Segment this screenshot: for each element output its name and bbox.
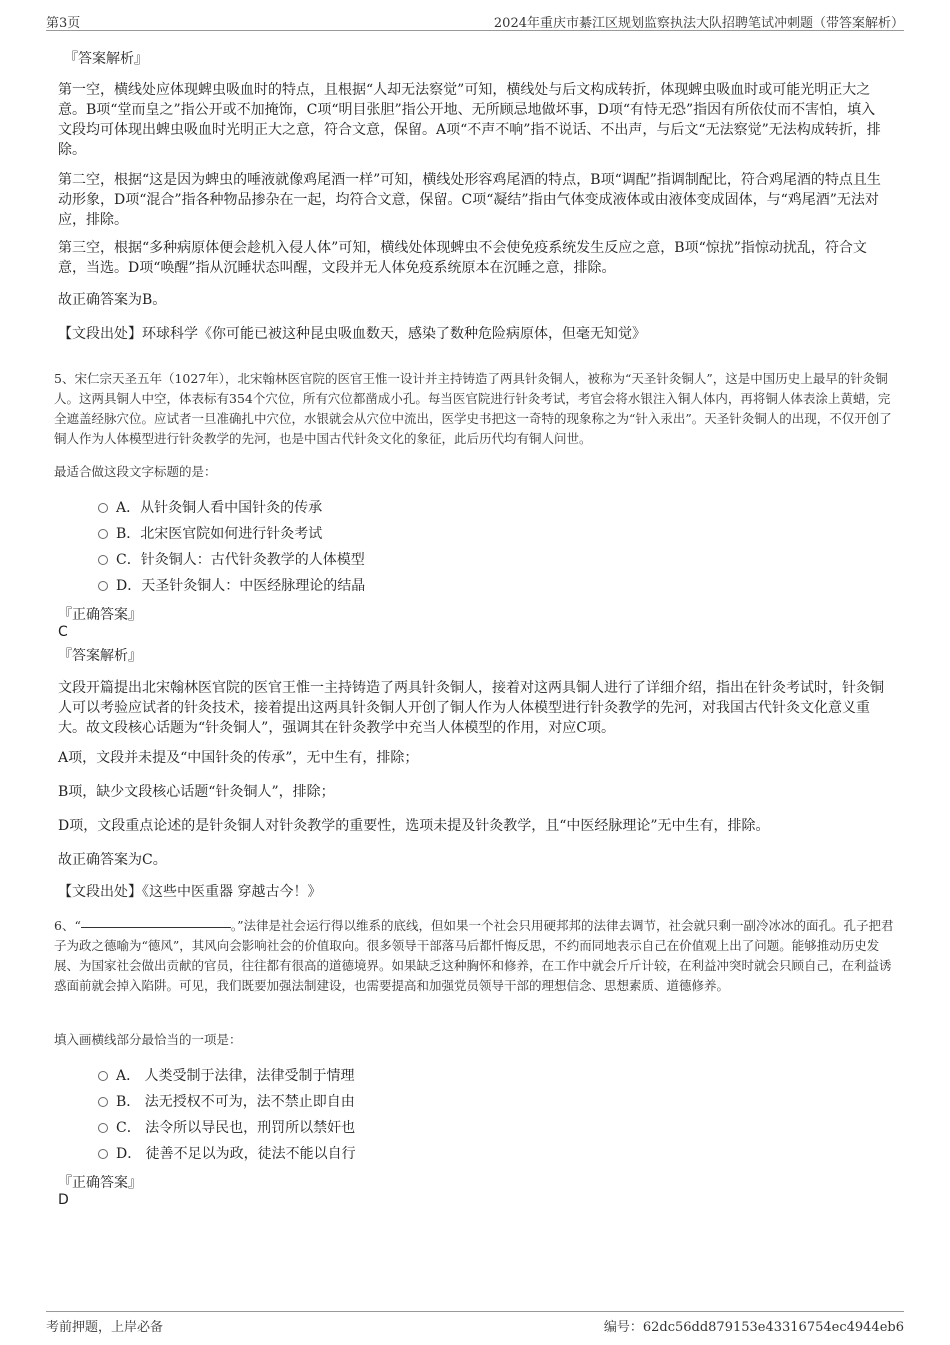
option-5b[interactable]: B．北宋医官院如何进行针灸考试 (98, 524, 322, 544)
option-5a[interactable]: A．从针灸铜人看中国针灸的传承 (98, 498, 322, 518)
analysis-note-d: D项，文段重点论述的是针灸铜人对针灸教学的重要性，选项未提及针灸教学，且“中医经脉理论”无中生有，排除。 (58, 818, 770, 834)
radio-icon[interactable] (98, 1149, 108, 1159)
analysis-title: 『答案解析』 (64, 51, 148, 67)
page-footer (46, 1311, 904, 1336)
correct-answer: C (58, 624, 68, 640)
answer-title: 『正确答案』 (58, 1175, 142, 1191)
radio-icon[interactable] (98, 1123, 108, 1133)
option-6b[interactable]: B． 法无授权不可为，法不禁止即自由 (98, 1092, 355, 1112)
page-header (46, 10, 904, 31)
correct-answer: D (58, 1192, 69, 1208)
radio-icon[interactable] (98, 503, 108, 513)
question-5-stem: 5、宋仁宗天圣五年（1027年），北宋翰林医官院的医官王惟一设计并主持铸造了两具针灸铜人，被称为“天圣针灸铜人”，这是中国历史上最早的针灸铜人。这两具铜人中空，体表标有354个穴位，所有穴位都凿成小孔。每当医官院进行针灸考试，考官会将水银注入铜人体内，再将铜人体表涂上黄蜡，完全遮盖经脉穴位。应试者一旦准确扎中穴位，水银就会从穴位中流出，医学史书把这一奇特的现象称之为“针入汞出”。天圣针灸铜人的出现，不仅开创了铜人作为人体模型进行针灸教学的先河，也是中国古代针灸文化的象征，此后历代均有铜人问世。 (54, 371, 892, 446)
question-6-stem: 6、“ 。”法律是社会运行得以维系的底线，但如果一个社会只用硬邦邦的法律去调节，社会就只剩一副冷冰冰的面孔。孔子把君子为政之德喻为“德风”，其风向会影响社会的价值取向。很多领导干部落马后都忏悔反思，不约而同地表示自己在价值观上出了问题。能够推动历史发展、为国家社会做出贡献的官员，往往都有很高的道德境界。如果缺乏这种胸怀和修养，在工作中就会斤斤计较，在利益冲突时就会只顾自己，在利益诱惑面前就会掉入陷阱。可见，我们既要加强法制建设，也需要提高和加强党员领导干部的理想信念、思想素质、道德修养。 (54, 918, 894, 993)
question-5-prompt: 最适合做这段文字标题的是： (54, 464, 217, 479)
option-6c[interactable]: C． 法令所以导民也，刑罚所以禁奸也 (98, 1118, 355, 1138)
analysis-body: 文段开篇提出北宋翰林医官院的医官王惟一主持铸造了两具针灸铜人，接着对这两具铜人进行了详细介绍，指出在针灸考试时，针灸铜人可以考验应试者的针灸技术，接着提出这两具针灸铜人开创了铜人作为人体模型进行针灸教学的先河，对我国古代针灸文化意义重大。故文段核心话题为“针灸铜人”，强调其在针灸教学中充当人体模型的作用，对应C项。 (58, 680, 884, 736)
analysis-note-a: A项，文段并未提及“中国针灸的传承”，无中生有，排除； (58, 750, 419, 766)
source-citation: 【文段出处】环球科学《你可能已被这种昆虫吸血数天，感染了数种危险病原体，但毫无知觉》 (58, 326, 646, 342)
option-6a[interactable]: A． 人类受制于法律，法律受制于情理 (98, 1066, 355, 1086)
option-5c[interactable]: C．针灸铜人：古代针灸教学的人体模型 (98, 550, 365, 570)
answer-title: 『正确答案』 (58, 607, 142, 623)
analysis-para-2: 第二空，根据“这是因为蜱虫的唾液就像鸡尾酒一样”可知，横线处形容鸡尾酒的特点，B项“调配”指调制配比，符合鸡尾酒的特点且生动形象，D项“混合”指各种物品掺杂在一起，均符合文意，保留。C项“凝结”指由气体变成液体或由液体变成固体，与“鸡尾酒”无法对应，排除。 (58, 172, 881, 228)
radio-icon[interactable] (98, 1097, 108, 1107)
radio-icon[interactable] (98, 581, 108, 591)
question-6-prompt: 填入画横线部分最恰当的一项是： (54, 1032, 242, 1047)
radio-icon[interactable] (98, 555, 108, 565)
conclusion-text: 故正确答案为B。 (58, 292, 167, 308)
option-5d[interactable]: D．天圣针灸铜人：中医经脉理论的结晶 (98, 576, 365, 596)
analysis-para-3: 第三空，根据“多种病原体便会趁机入侵人体”可知，横线处体现蜱虫不会使免疫系统发生反应之意，B项“惊扰”指惊动扰乱，符合文意，当选。D项“唤醒”指从沉睡状态叫醒，文段并无人体免疫系统原本在沉睡之意，排除。 (58, 240, 867, 276)
analysis-title: 『答案解析』 (58, 648, 142, 664)
document-title: 2024年重庆市綦江区规划监察执法大队招聘笔试冲刺题（带答案解析） (493, 16, 904, 31)
document-id: 编号：62dc56dd879153e43316754ec4944eb6 (603, 1320, 904, 1335)
radio-icon[interactable] (98, 529, 108, 539)
page-number: 第3页 (46, 16, 81, 31)
source-citation: 【文段出处】《这些中医重器 穿越古今！》 (58, 884, 322, 900)
radio-icon[interactable] (98, 1071, 108, 1081)
analysis-note-b: B项，缺少文段核心话题“针灸铜人”，排除； (58, 784, 335, 800)
fill-blank (81, 917, 231, 928)
conclusion-text: 故正确答案为C。 (58, 852, 167, 868)
analysis-para-1: 第一空，横线处应体现蜱虫吸血时的特点，且根据“人却无法察觉”可知，横线处与后文构成转折，体现蜱虫吸血时或可能光明正大之意。B项“堂而皇之”指公开或不加掩饰，C项“明目张胆”指公开地、无所顾忌地做坏事，D项“有恃无恐”指因有所依仗而不害怕，填入文段均可体现出蜱虫吸血时光明正大之意，符合文意，保留。A项“不声不响”指不说话、不出声，与后文“无法察觉”无法构成转折，排除。 (58, 82, 881, 158)
footer-slogan: 考前押题，上岸必备 (46, 1320, 164, 1335)
option-6d[interactable]: D． 徒善不足以为政，徒法不能以自行 (98, 1144, 356, 1164)
